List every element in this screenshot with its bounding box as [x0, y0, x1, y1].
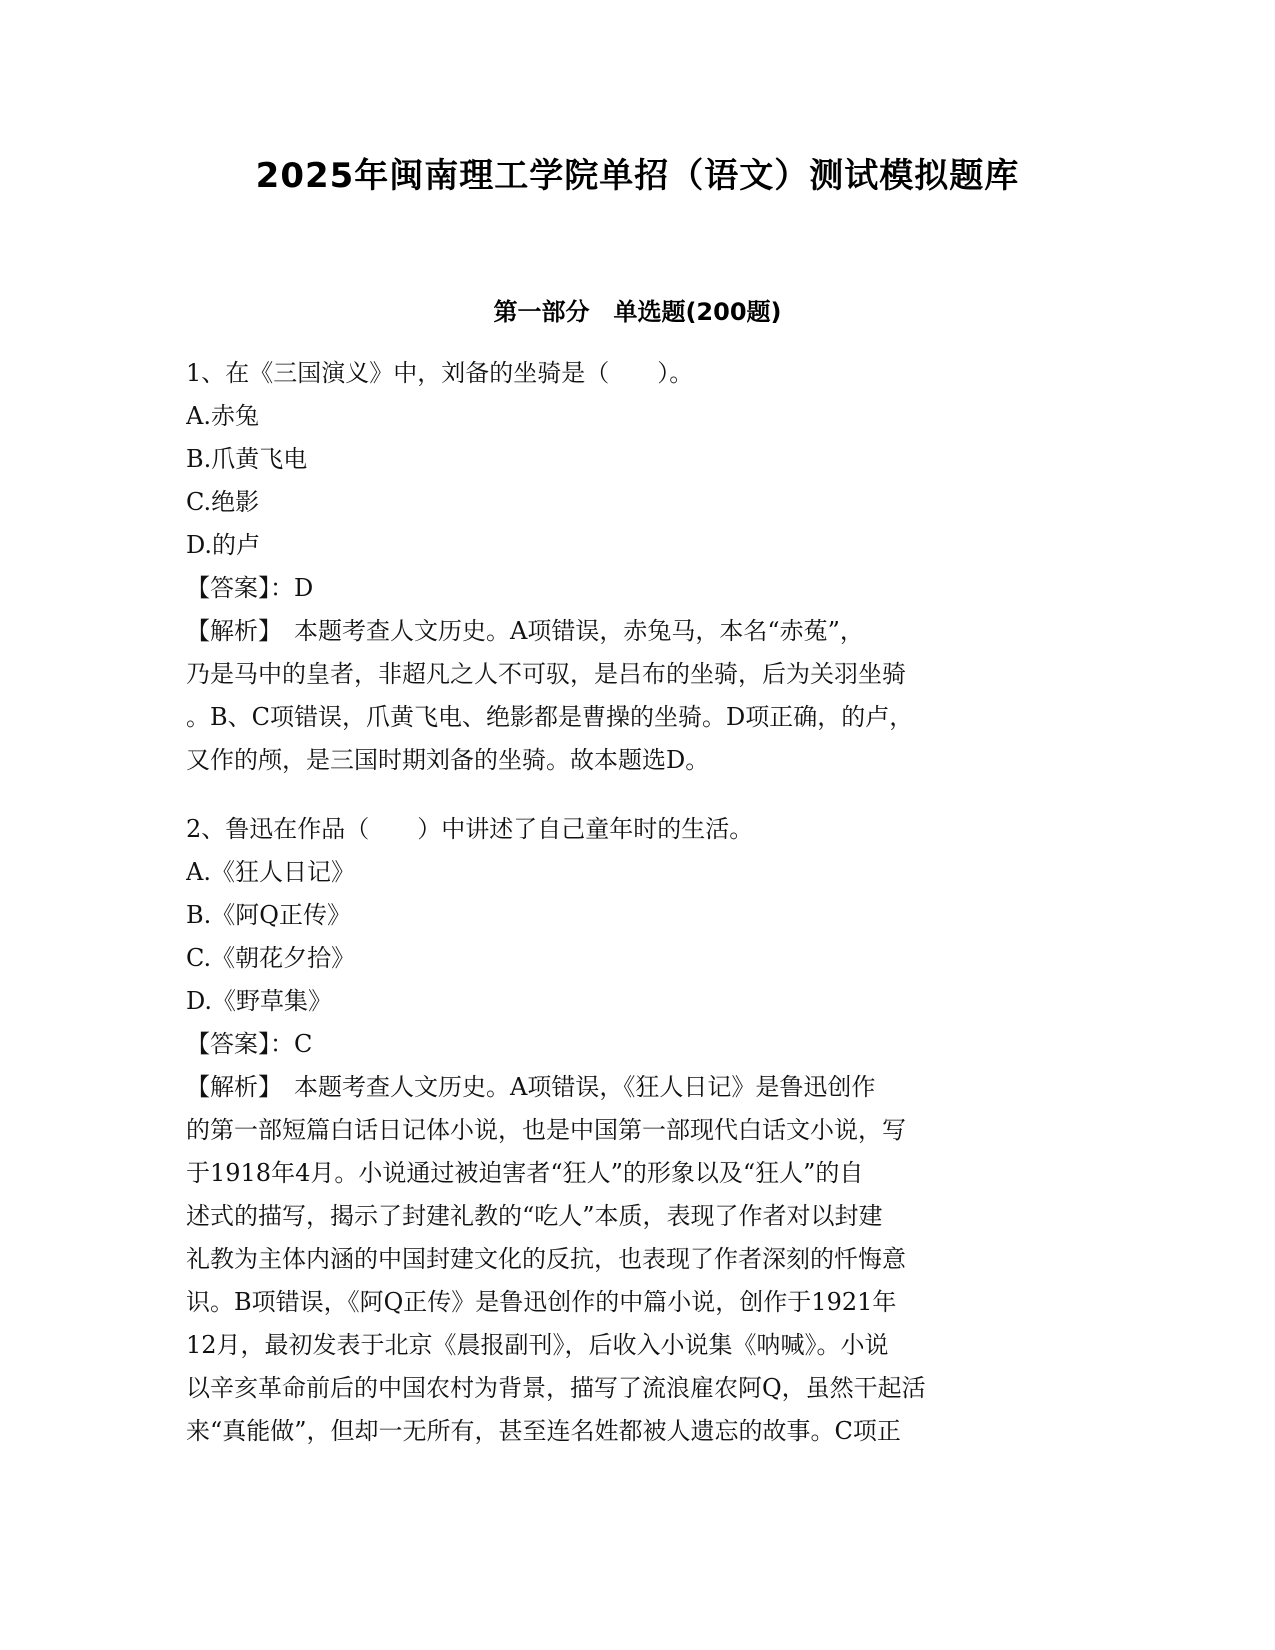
option-item: A.赤兔: [186, 402, 259, 430]
explanation-line: 于1918年4月。小说通过被迫害者“狂人”的形象以及“狂人”的自: [186, 1159, 864, 1187]
explanation-line: 又作的颅，是三国时期刘备的坐骑。故本题选D。: [186, 746, 710, 774]
explanation-line: 【解析】 本题考查人文历史。A项错误，赤兔马，本名“赤菟”，: [186, 617, 864, 645]
explanation-line: 礼教为主体内涵的中国封建文化的反抗，也表现了作者深刻的忏悔意: [186, 1245, 906, 1273]
explanation-line: 乃是马中的皇者，非超凡之人不可驭，是吕布的坐骑，后为关羽坐骑: [186, 660, 906, 688]
explanation-line: 识。B项错误，《阿Q正传》是鲁迅创作的中篇小说，创作于1921年: [186, 1288, 897, 1316]
section-heading: 第一部分 单选题(200题): [493, 298, 782, 326]
explanation-line: 【解析】 本题考查人文历史。A项错误，《狂人日记》是鲁迅创作: [186, 1073, 876, 1101]
option-item: D.的卢: [186, 531, 261, 559]
answer-line: 【答案】：C: [186, 1030, 313, 1058]
option-item: C.《朝花夕拾》: [186, 944, 356, 972]
explanation-line: 以辛亥革命前后的中国农村为背景，描写了流浪雇农阿Q，虽然干起活: [186, 1374, 926, 1402]
document-title: 2025年闽南理工学院单招（语文）测试模拟题库: [255, 156, 1020, 196]
document-body: [186, 352, 1086, 1453]
answer-line: 【答案】：D: [186, 574, 314, 602]
explanation-line: 12月，最初发表于北京《晨报副刊》，后收入小说集《呐喊》。小说: [186, 1331, 889, 1359]
explanation-line: 的第一部短篇白话日记体小说，也是中国第一部现代白话文小说，写: [186, 1116, 906, 1144]
question-block: [186, 352, 1086, 782]
option-item: B.《阿Q正传》: [186, 901, 351, 929]
explanation-line: 来“真能做”，但却一无所有，甚至连名姓都被人遗忘的故事。C项正: [186, 1417, 901, 1445]
explanation-line: 。B、C项错误，爪黄飞电、绝影都是曹操的坐骑。D项正确，的卢，: [186, 703, 914, 731]
question-spacer: [186, 782, 1086, 808]
option-item: B.爪黄飞电: [186, 445, 308, 473]
question-stem: 1、在《三国演义》中，刘备的坐骑是（ ）。: [186, 359, 694, 387]
option-item: A.《狂人日记》: [186, 858, 355, 886]
question-stem: 2、鲁迅在作品（ ）中讲述了自己童年时的生活。: [186, 815, 754, 843]
explanation-line: 述式的描写，揭示了封建礼教的“吃人”本质，表现了作者对以封建: [186, 1202, 883, 1230]
option-item: D.《野草集》: [186, 987, 333, 1015]
option-item: C.绝影: [186, 488, 260, 516]
question-block: [186, 808, 1086, 1453]
